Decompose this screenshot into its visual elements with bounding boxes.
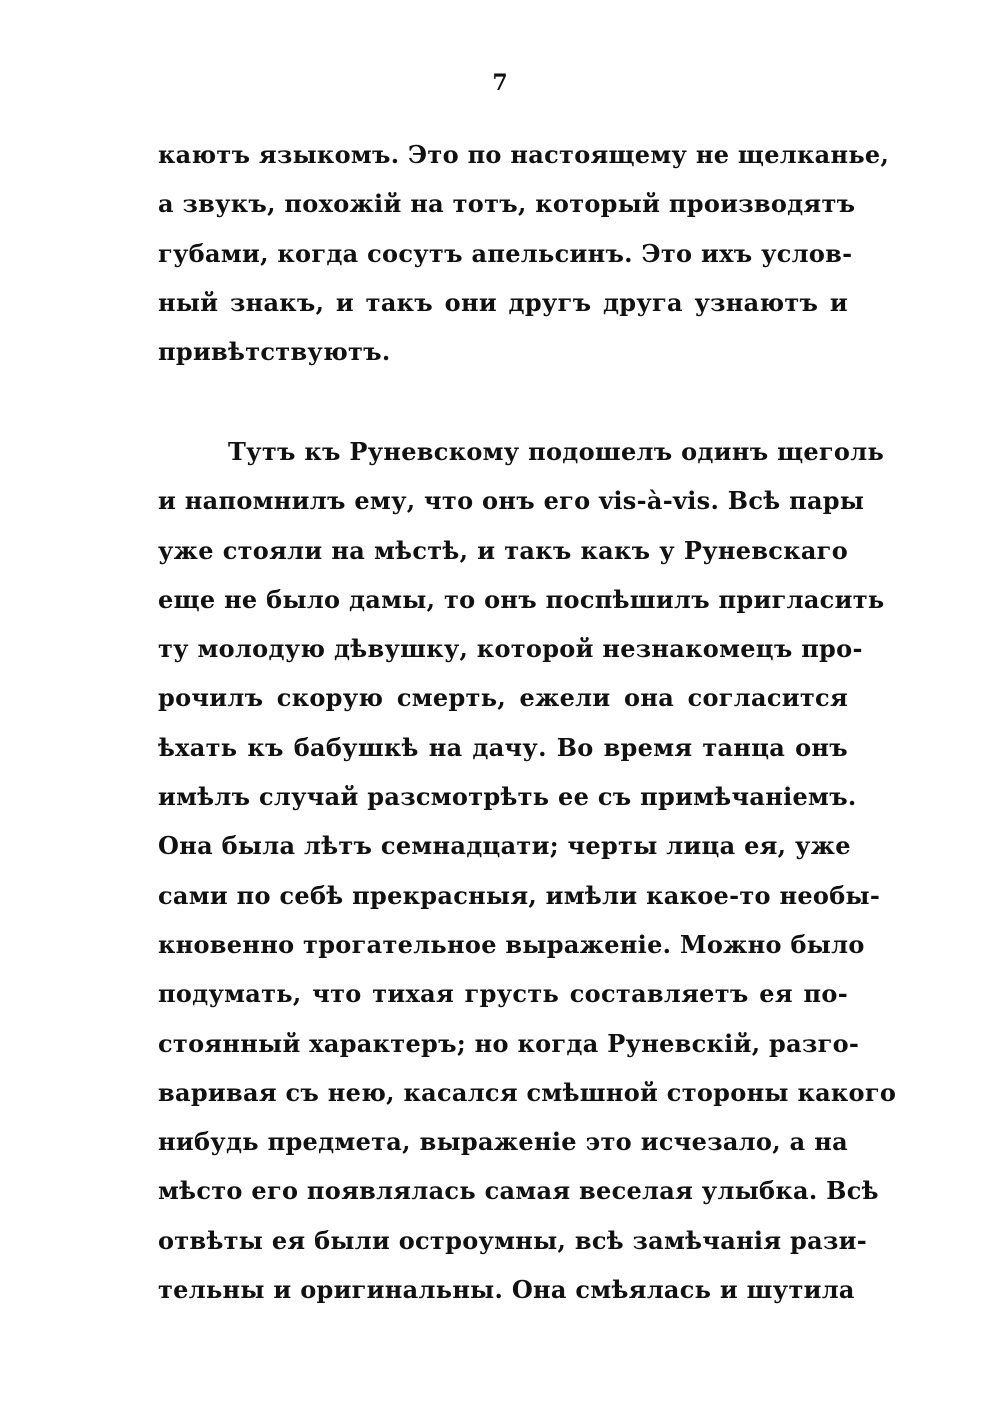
text-line: уже стояли на мѣстѣ, и такъ какъ у Руневскаго bbox=[158, 535, 848, 565]
text-line: привѣтствуютъ. bbox=[158, 337, 391, 367]
text-line: губами, когда сосутъ апельсинъ. Это ихъ услов- bbox=[158, 238, 853, 268]
text-line: кновенно трогательное выраженіе. Можно было bbox=[158, 929, 865, 959]
page-number: 7 bbox=[492, 70, 508, 96]
text-line: имѣлъ случай разсмотрѣть ее съ примѣчаніемъ. bbox=[158, 782, 857, 812]
text-line: еще не было дамы, то онъ поспѣшилъ пригласить bbox=[158, 584, 885, 614]
text-line: а звукъ, похожій на тотъ, который производятъ bbox=[158, 189, 856, 219]
text-line: ный знакъ, и такъ они другъ друга узнаютъ и bbox=[158, 287, 848, 317]
text-line: каютъ языкомъ. Это по настоящему не щелканье, bbox=[158, 140, 890, 169]
paragraph-1 bbox=[158, 130, 890, 376]
text-line: нибудь предмета, выраженіе это исчезало, а на bbox=[158, 1127, 848, 1157]
text-line: Тутъ къ Руневскому подошелъ одинъ щеголь bbox=[228, 437, 885, 466]
text-line: рочилъ скорую смерть, ежели она согласится bbox=[158, 683, 848, 713]
text-line: мѣсто его появлялась самая веселая улыбка. Всѣ bbox=[158, 1176, 879, 1206]
text-line: Она была лѣтъ семнадцати; черты лица ея, уже bbox=[158, 831, 851, 861]
text-line: ѣхать къ бабушкѣ на дачу. Во время танца онъ bbox=[158, 732, 848, 762]
text-line: стоянный характеръ; но когда Руневскій, разго- bbox=[158, 1028, 860, 1058]
text-line: сами по себѣ прекрасныя, имѣли какое-то необы- bbox=[158, 880, 881, 910]
text-line: тельны и оригинальны. Она смѣялась и шутила bbox=[158, 1275, 855, 1305]
text-line: ту молодую дѣвушку, которой незнакомецъ про- bbox=[158, 634, 863, 664]
text-line: подумать, что тихая грусть составляетъ ея по- bbox=[158, 979, 848, 1009]
paragraph-2 bbox=[158, 427, 897, 1314]
text-line: отвѣты ея были остроумны, всѣ замѣчанія рази- bbox=[158, 1225, 867, 1255]
text-line: варивая съ нею, касался смѣшной стороны какого bbox=[158, 1077, 897, 1107]
text-line: и напомнилъ ему, что онъ его vis-à-vis. Всѣ пары bbox=[158, 486, 865, 516]
